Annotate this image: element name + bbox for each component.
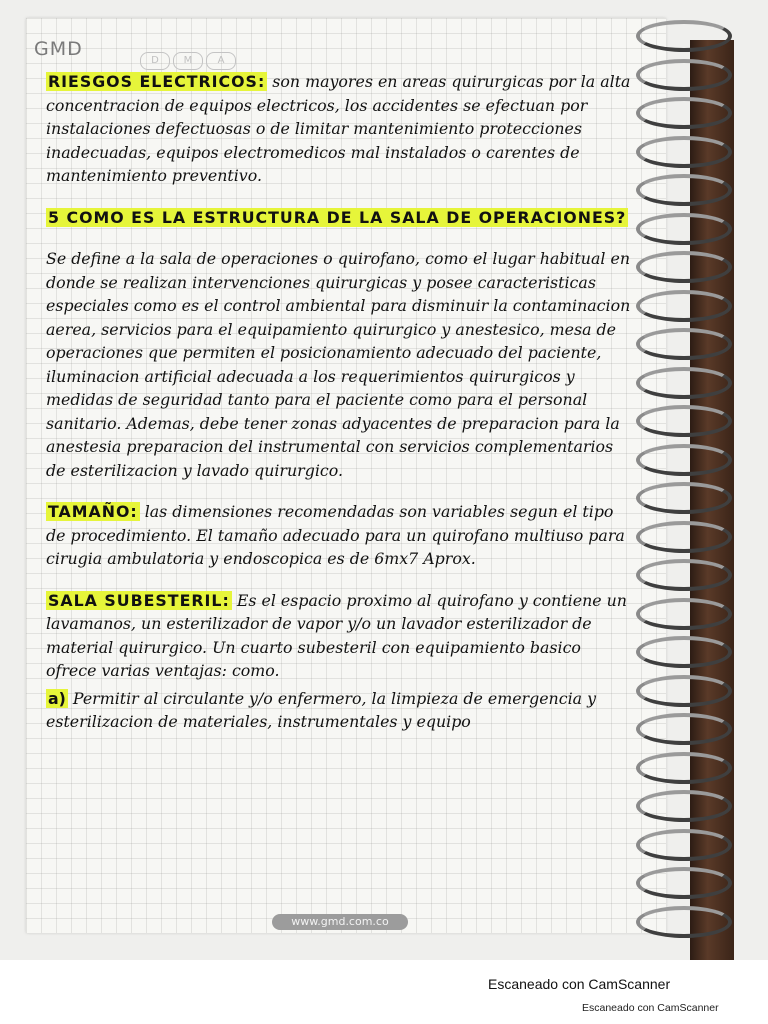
notebook-brand-logo: GMD — [34, 38, 83, 60]
question-5-heading: 5 COMO ES LA ESTRUCTURA DE LA SALA DE OPERACIONES? — [48, 207, 627, 227]
riesgos-electricos-text: son mayores en areas quirurgicas por la alta concentracion de equipos electricos, los accidentes se efectuan por instalaciones defectuosas o de limitar mantenimiento protecciones inadecuadas, equipos electromedicos mal instalados o carentes de mantenimiento preventivo. — [46, 72, 631, 185]
day-box: D — [140, 52, 170, 70]
paragraph-item-a — [46, 687, 632, 734]
sala-operaciones-text: Se define a la sala de operaciones o quirofano, como el lugar habitual en donde se realizan intervenciones quirurgicas y posee caracteristicas especiales como es el control ambiental para disminuir la contaminacion aerea, servicios para el equipamiento quirurgico y anestesico, mesa de operaciones que permiten el posicionamiento adecuado del paciente, iluminacion artificial adecuada a los requerimientos quirurgicos y medidas de seguridad tanto para el paciente como para el personal sanitario. Ademas, debe tener zonas adyacentes de preparacion para la anestesia preparacion del instrumental con servicios complementarios de esterilizacion y lavado quirurgico. — [46, 249, 631, 480]
item-a-label: a) — [48, 688, 66, 708]
notebook-footer-url: www.gmd.com.co — [272, 914, 408, 930]
spiral-ring — [636, 136, 732, 168]
riesgos-electricos-label: RIESGOS ELECTRICOS: — [48, 72, 266, 91]
spiral-ring — [636, 328, 732, 360]
spiral-ring — [636, 790, 732, 822]
paragraph-sala-subesteril — [46, 589, 632, 683]
tamano-text: las dimensiones recomendadas son variables segun el tipo de procedimiento. El tamaño adecuado para un quirofano multiuso para cirugia ambulatoria y endoscopica es de 6mx7 Aprox. — [46, 502, 625, 568]
spiral-ring — [636, 867, 732, 899]
spiral-binding — [636, 20, 746, 950]
spiral-ring — [636, 482, 732, 514]
spiral-ring — [636, 367, 732, 399]
camscanner-watermark-small: Escaneado con CamScanner — [582, 1002, 719, 1014]
spiral-ring — [636, 598, 732, 630]
paragraph-riesgos-electricos — [46, 70, 632, 188]
spiral-ring — [636, 521, 732, 553]
spiral-ring — [636, 290, 732, 322]
sala-subesteril-label: SALA SUBESTERIL: — [48, 590, 230, 610]
spiral-ring — [636, 251, 732, 283]
spiral-ring — [636, 636, 732, 668]
spiral-ring — [636, 675, 732, 707]
date-field-boxes — [140, 52, 236, 70]
spiral-ring — [636, 752, 732, 784]
sala-subesteril-text: Es el espacio proximo al quirofano y contiene un lavamanos, un esterilizador de vapor y/o un lavador esterilizador de material quirurgico. Un cuarto subesteril con equipamiento basico ofrece varias ventajas: como. — [46, 590, 627, 680]
spiral-ring — [636, 444, 732, 476]
spiral-ring — [636, 174, 732, 206]
item-a-text: Permitir al circulante y/o enfermero, la limpieza de emergencia y esterilizacion de materiales, instrumentales y equipo — [46, 688, 596, 731]
paragraph-tamano — [46, 500, 632, 571]
spiral-ring — [636, 559, 732, 591]
spiral-ring — [636, 20, 732, 52]
spiral-ring — [636, 713, 732, 745]
month-box: M — [173, 52, 203, 70]
paragraph-sala-operaciones — [46, 247, 632, 482]
camscanner-watermark: Escaneado con CamScanner — [488, 976, 671, 992]
spiral-ring — [636, 829, 732, 861]
year-box: A — [206, 52, 236, 70]
paragraph-question-5 — [46, 206, 632, 230]
spiral-ring — [636, 405, 732, 437]
spiral-ring — [636, 97, 732, 129]
tamano-label: TAMAÑO: — [48, 502, 138, 521]
spiral-ring — [636, 213, 732, 245]
spiral-ring — [636, 906, 732, 938]
spiral-ring — [636, 59, 732, 91]
handwritten-notes — [46, 70, 632, 734]
